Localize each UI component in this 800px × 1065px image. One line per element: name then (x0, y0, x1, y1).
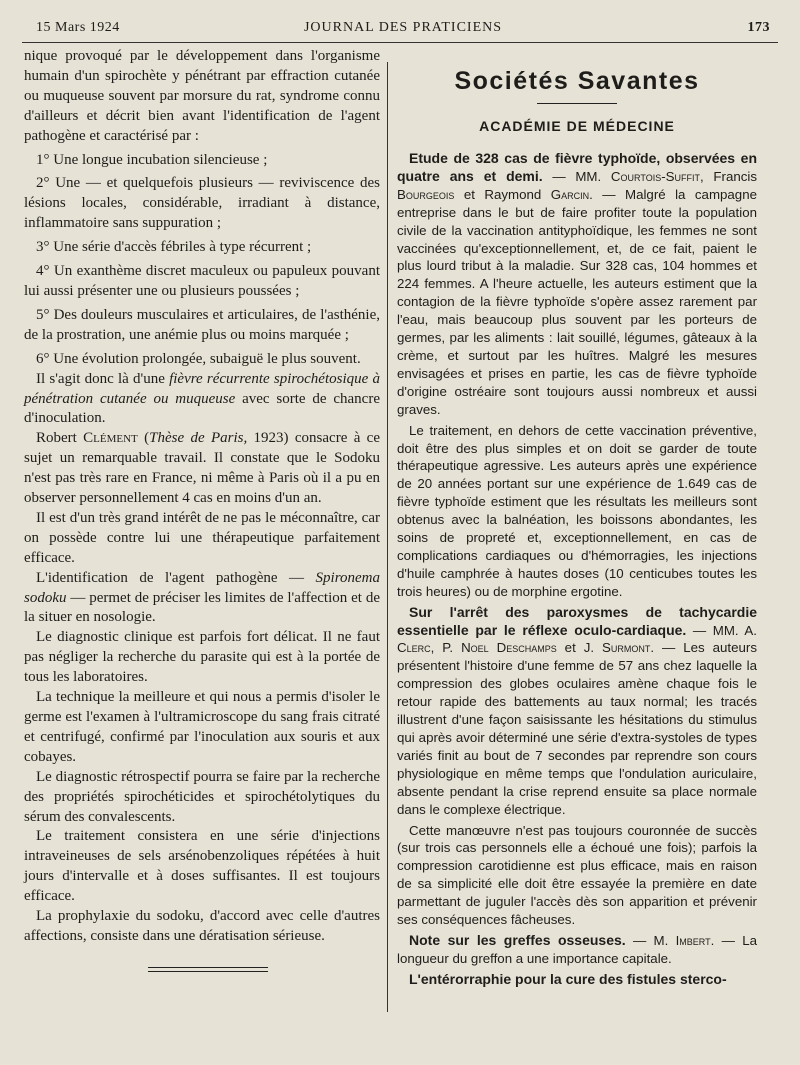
list-item: 4° Un exanthème discret maculeux ou papuleux pouvant lui aussi présenter une ou plusieurs poussées ; (24, 263, 380, 299)
organism-name: Spironema sodoku (24, 569, 380, 606)
paragraph: Le traitement consistera en une série d'injections intraveineuses de sels arsénobenzoliques répétées à huit jours d'intervalle et à doses suffisantes. Il est toujours efficace. (24, 828, 380, 905)
article-title: L'entérorraphie pour la cure des fistules sterco- (409, 970, 727, 987)
author-name: Garcin (550, 186, 590, 202)
paragraph: La prophylaxie du sodoku, d'accord avec celle d'autres affections, consiste dans une dératisation sérieuse. (24, 908, 380, 944)
author-name: Surmont (602, 640, 651, 656)
journal-title: JOURNAL DES PRATICIENS (303, 20, 503, 35)
author-name: Imbert (675, 932, 711, 948)
article-2: Sur l'arrêt des paroxysmes de tachycardie essentielle par le réflexe oculo-cardiaque. — MM. A. Clerc, P. Noel Deschamps et J. Surmont. — Les auteurs présentent l'histoire d'une femme de 57 ans chez laquelle la compression des globes oculaires amène chaque fois le retour rapide des battements au taux normal; les tracés illustrent d'une façon saisissante les hésitations du stimulus qui après avoir déterminé une série d'extra-systoles de types variés finit au bout de 7 secondes par reprendre son cours physiologique en même temps que l'ondulation auriculaire, absente pendant la crise reprend ensuite sa place normale dans le complexe électrique. (397, 603, 757, 817)
paragraph: Il s'agit donc là d'une fièvre récurrente spirochétosique à pénétration cutanée ou muqueuse avec sorte de chancre d'inoculation. (24, 370, 380, 427)
right-column (397, 60, 757, 992)
header-rule (22, 42, 778, 43)
emphasis: fièvre récurrente spirochétosique à pénétration cutanée ou muqueuse (24, 370, 380, 407)
paragraph: La technique la meilleure et qui nous a permis d'isoler le germe est l'examen à l'ultramicroscope du sang frais citraté et centrifugé, confirmé par l'inoculation aux souris et aux cobayes. (24, 689, 380, 765)
issue-date: 15 Mars 1924 (36, 20, 120, 35)
article-1: Etude de 328 cas de fièvre typhoïde, observées en quatre ans et demi. — MM. Courtois-Suffit, Francis Bourgeois et Raymond Garcin. — Malgré la campagne entreprise dans le but de faire profiter toute la population civile de la vaccination antityphoïdique, les femmes ne sont vaccinées qu'exceptionnellement, et, de ce fait, paient le plus lourd tribut à la maladie. Sur 328 cas, 104 hommes et 224 femmes. A l'heure actuelle, les auteurs estiment que la contagion de la fièvre typhoïde s'opère assez rarement par l'eau, mais beaucoup plus souvent par les porteurs de germes, par les aliments : lait souillé, légumes, gâteaux à la crème, et surtout par les huîtres. Malgré les mesures envisagées et prises en partie, les cas de fièvre typhoïde d'origine ostréaire sont toujours aussi nombreux et aussi graves. (397, 150, 757, 417)
author-name: Bourgeois (397, 186, 455, 202)
paragraph: nique provoqué par le développement dans l'organisme humain d'un spirochète y pénétrant par effraction cutanée ou muqueuse souvent par morsure du rat, syndrome connu d'ailleurs et décrit bien avant l'identification de l'agent pathogène et caractérisé par : (24, 48, 380, 144)
paragraph: Robert Clément (Thèse de Paris, 1923) consacre à ce sujet un remarquable travail. Il constate que le Sodoku n'est pas très rare en France, ni même à Paris où il a pu en observer personnellement 4 cas en moins d'un an. (24, 430, 381, 507)
list-item: 1° Une longue incubation silencieuse ; (36, 151, 268, 168)
section-title: Sociétés Savantes (454, 67, 700, 95)
left-column (24, 47, 380, 972)
paragraph: Le diagnostic clinique est parfois fort délicat. Il ne faut pas négliger la recherche du parasite qui est à la portée de tous les laboratoires. (24, 629, 380, 686)
author-name: Clerc (397, 640, 431, 656)
column-divider (387, 62, 388, 1012)
section-rule (537, 103, 617, 104)
author-name: Clément (83, 430, 138, 447)
author-name: Noel Deschamps (461, 640, 557, 656)
list-item: 5° Des douleurs musculaires et articulaires, de l'asthénie, de la prostration, une anémie plus ou moins marquée ; (24, 306, 380, 343)
subsection-title: ACADÉMIE DE MÉDECINE (479, 118, 675, 134)
list-item: 3° Une série d'accès fébriles à type récurrent ; (36, 239, 312, 256)
paragraph: L'identification de l'agent pathogène — Spironema sodoku — permet de préciser les limites de l'affection et de la situer en nosologie. (24, 569, 380, 626)
article-3: Note sur les greffes osseuses. — M. Imbert. — La longueur du greffon a une importance capitale. (397, 931, 757, 966)
article-title: Note sur les greffes osseuses. (409, 931, 626, 948)
paragraph: Le traitement, en dehors de cette vaccination préventive, doit être des plus simples et on doit se garder de toute thérapeutique agressive. Les auteurs après une expérience de 20 années portant sur une expérience de 1.649 cas de fièvre typhoïde estiment que les résultats les meilleurs sont obtenus avec la balnéation, les boissons abondantes, les soins de propreté et, exceptionnellement, en cas de complications cardiaques ou d'hémorragies, les injections d'huile camphrée à hautes doses (10 centicubes toutes les trois heures) ou de morphine ergotine. (397, 422, 757, 599)
article-title: Sur l'arrêt des paroxysmes de tachycardie essentielle par le réflexe oculo-cardiaque. (397, 603, 757, 638)
article-title: Etude de 328 cas de fièvre typhoïde, observées en quatre ans et demi. (397, 150, 757, 184)
paragraph: Il est d'un très grand intérêt de ne pas le méconnaître, car on possède contre lui une thérapeutique parfaitement efficace. (24, 509, 380, 566)
running-head (36, 18, 770, 38)
citation: Thèse de Paris, (149, 430, 248, 447)
list-item: 6° Une évolution prolongée, subaiguë le plus souvent. (36, 350, 361, 367)
article-4 (397, 971, 757, 989)
paragraph: Cette manœuvre n'est pas toujours couronnée de succès (sur trois cas personnels elle a échoué une fois); parfois la compression carotidienne est plus efficace, mais en raison de sa simplicité elle doit être essayée la première en date parmettant de juguler l'accès dès son apparition et prévenir ses conséquences fâcheuses. (397, 822, 757, 928)
paragraph: Le diagnostic rétrospectif pourra se faire par la recherche des propriétés spirochéticides et spirochétolytiques du sérum des convalescents. (24, 768, 380, 825)
page-number: 173 (747, 20, 770, 35)
article-end-rule (148, 967, 268, 972)
author-name: Courtois-Suffit (610, 168, 700, 184)
list-item: 2° Une — et quelquefois plusieurs — reviviscence des lésions locales, considérable, irradiant à distance, inflammatoire sans suppuration ; (24, 175, 380, 232)
